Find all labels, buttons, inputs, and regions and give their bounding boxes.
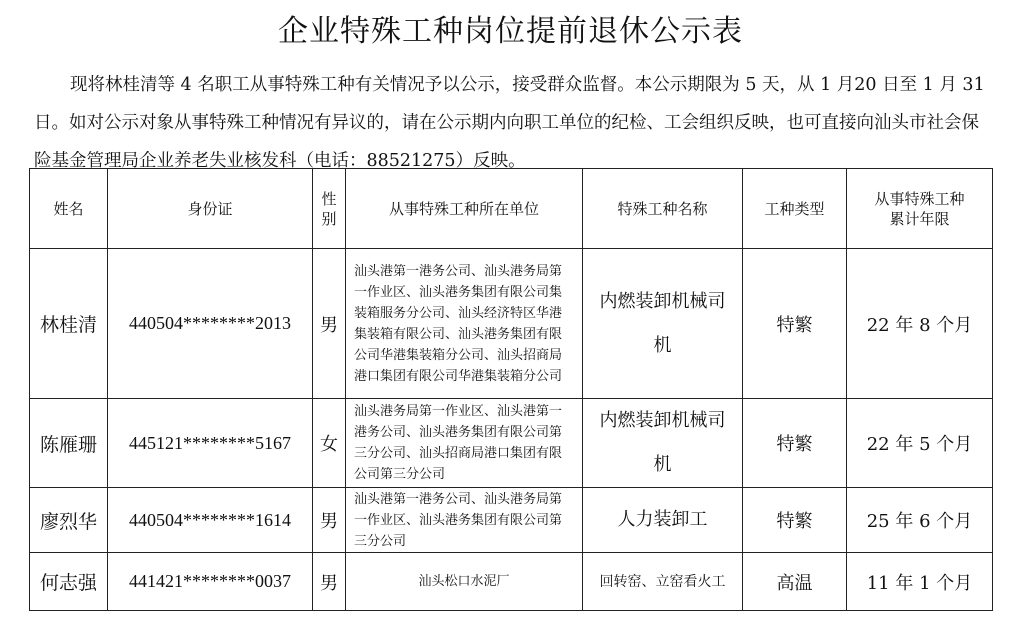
table-row <box>30 488 993 553</box>
header-gender: 性 别 <box>313 169 346 249</box>
cell-type: 高温 <box>743 553 847 611</box>
cell-gender: 女 <box>313 399 346 488</box>
table-row <box>30 399 993 488</box>
table-row <box>30 553 993 611</box>
cell-name: 林桂清 <box>30 249 108 399</box>
cell-job: 内燃装卸机械司机 <box>583 249 743 399</box>
cell-type: 特繁 <box>743 399 847 488</box>
cell-name: 陈雁珊 <box>30 399 108 488</box>
cell-type: 特繁 <box>743 249 847 399</box>
header-type: 工种类型 <box>743 169 847 249</box>
cell-id: 441421********0037 <box>108 553 313 611</box>
cell-job: 内燃装卸机械司机 <box>583 399 743 488</box>
cell-gender: 男 <box>313 488 346 553</box>
page-title: 企业特殊工种岗位提前退休公示表 <box>278 14 743 49</box>
notice-line-3: 反映，也可直接向汕头市社会保险基金管理局企业养老失业核发科（电话：88521275）反映。 <box>34 113 979 171</box>
cell-unit: 汕头松口水泥厂 <box>346 553 583 611</box>
cell-job: 回转窑、立窑看火工 <box>583 553 743 611</box>
cell-name: 何志强 <box>30 553 108 611</box>
table-row <box>30 249 993 399</box>
cell-job: 人力装卸工 <box>583 488 743 553</box>
header-name: 姓名 <box>30 169 108 249</box>
notice-line-2: 20 日至 1 月 31 日。如对公示对象从事特殊工种情况有异议的，请在公示期内向职工单位的纪检、工会组织 <box>34 75 985 133</box>
cell-years: 22 年 5 个月 <box>847 399 993 488</box>
cell-years: 25 年 6 个月 <box>847 488 993 553</box>
cell-id: 440504********2013 <box>108 249 313 399</box>
cell-years: 11 年 1 个月 <box>847 553 993 611</box>
header-job: 特殊工种名称 <box>583 169 743 249</box>
cell-gender: 男 <box>313 553 346 611</box>
cell-gender: 男 <box>313 249 346 399</box>
cell-id: 440504********1614 <box>108 488 313 553</box>
publicity-table <box>29 168 993 611</box>
cell-id: 445121********5167 <box>108 399 313 488</box>
cell-type: 特繁 <box>743 488 847 553</box>
header-unit: 从事特殊工种所在单位 <box>346 169 583 249</box>
notice-paragraph <box>34 66 994 180</box>
cell-years: 22 年 8 个月 <box>847 249 993 399</box>
cell-name: 廖烈华 <box>30 488 108 553</box>
header-row <box>30 169 993 249</box>
cell-unit: 汕头港第一港务公司、汕头港务局第一作业区、汕头港务集团有限公司第三分公司 <box>346 488 583 553</box>
notice-line-1: 现将林桂清等 4 名职工从事特殊工种有关情况予以公示，接受群众监督。本公示期限为 5 天，从 1 月 <box>70 75 855 95</box>
cell-unit: 汕头港务局第一作业区、汕头港第一港务公司、汕头港务集团有限公司第三分公司、汕头招商局港口集团有限公司第三分公司 <box>346 399 583 488</box>
header-years: 从事特殊工种 累计年限 <box>847 169 993 249</box>
cell-unit: 汕头港第一港务公司、汕头港务局第一作业区、汕头港务集团有限公司集装箱服务分公司、汕头经济特区华港集装箱有限公司、汕头港务集团有限公司华港集装箱分公司、汕头招商局港口集团有限公司华港集装箱分公司 <box>346 249 583 399</box>
header-id: 身份证 <box>108 169 313 249</box>
